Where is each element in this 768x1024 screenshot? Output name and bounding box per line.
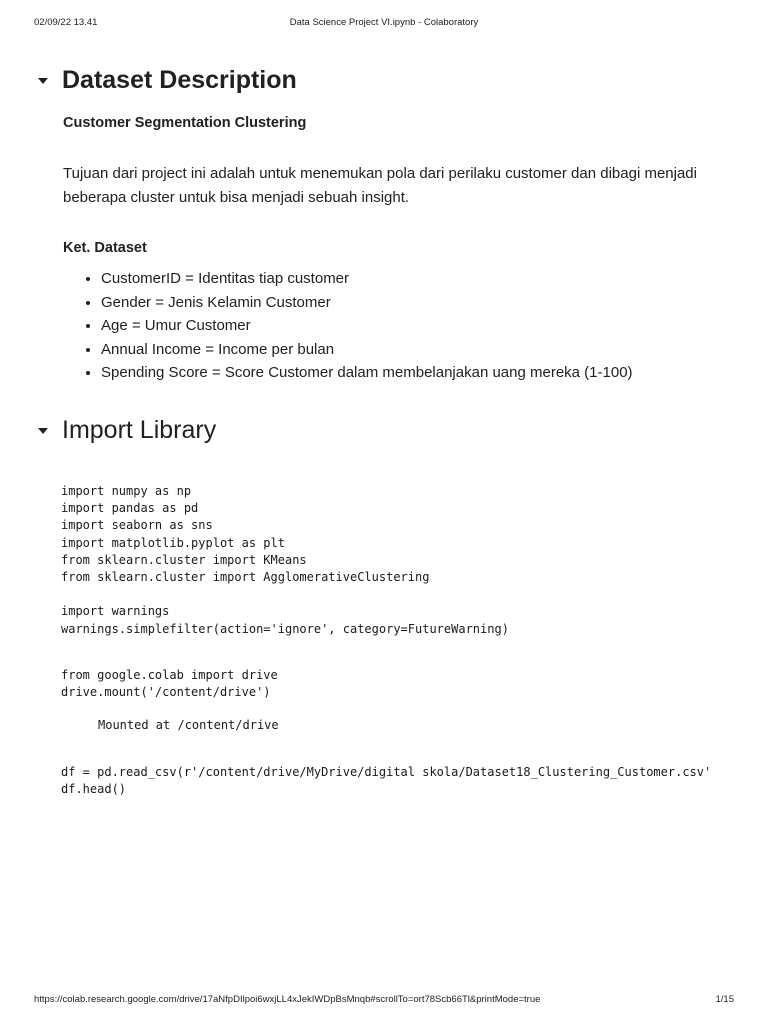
cell-output-mounted: Mounted at /content/drive [98, 718, 279, 732]
print-header [34, 17, 734, 31]
print-title: Data Science Project VI.ipynb - Colaboratory [289, 17, 479, 28]
code-cell-drive-mount[interactable]: from google.colab import drive drive.mount('/content/drive') [61, 668, 278, 700]
section-import-library[interactable] [38, 413, 216, 447]
page-number: 1/15 [715, 994, 734, 1005]
section-heading-import: Import Library [62, 415, 217, 444]
section-dataset-description[interactable] [38, 63, 297, 97]
list-item: • Gender = Jenis Kelamin Customer [101, 291, 633, 315]
list-item: • Annual Income = Income per bulan [101, 338, 633, 362]
print-url: https://colab.research.google.com/drive/17aNfpDIlpoi6wxjLL4xJekIWDpBsMnqb#scrollTo=ort78Scb66Tl&printMode=true [34, 994, 541, 1005]
section-heading-dataset: Dataset Description [62, 65, 297, 94]
dataset-bullet-list [63, 267, 633, 385]
print-footer [34, 994, 734, 1008]
subheading-customer-segmentation: Customer Segmentation Clustering [63, 115, 307, 131]
list-item: • Spending Score = Score Customer dalam membelanjakan uang mereka (1-100) [101, 361, 633, 385]
code-cell-imports[interactable]: import numpy as np import pandas as pd import seaborn as sns import matplotlib.pyplot as plt from sklearn.cluster import KMeans from sklearn.cluster import AgglomerativeClustering import warnings warnings.simplefilter(action='ignore', category=FutureWarning) [61, 484, 509, 636]
code-cell-read-csv[interactable]: df = pd.read_csv(r'/content/drive/MyDrive/digital skola/Dataset18_Clustering_Customer.csv' df.head() [61, 765, 712, 797]
dataset-paragraph: Tujuan dari project ini adalah untuk menemukan pola dari perilaku customer dan dibagi menjadi beberapa cluster untuk bisa menjadi sebuah insight. [63, 165, 697, 206]
caret-down-icon[interactable] [38, 428, 48, 434]
caret-down-icon[interactable] [38, 78, 48, 84]
ket-dataset-label: Ket. Dataset [63, 240, 147, 256]
list-item: • CustomerID = Identitas tiap customer [101, 267, 633, 291]
list-item: • Age = Umur Customer [101, 314, 633, 338]
print-date: 02/09/22 13.41 [34, 17, 98, 28]
